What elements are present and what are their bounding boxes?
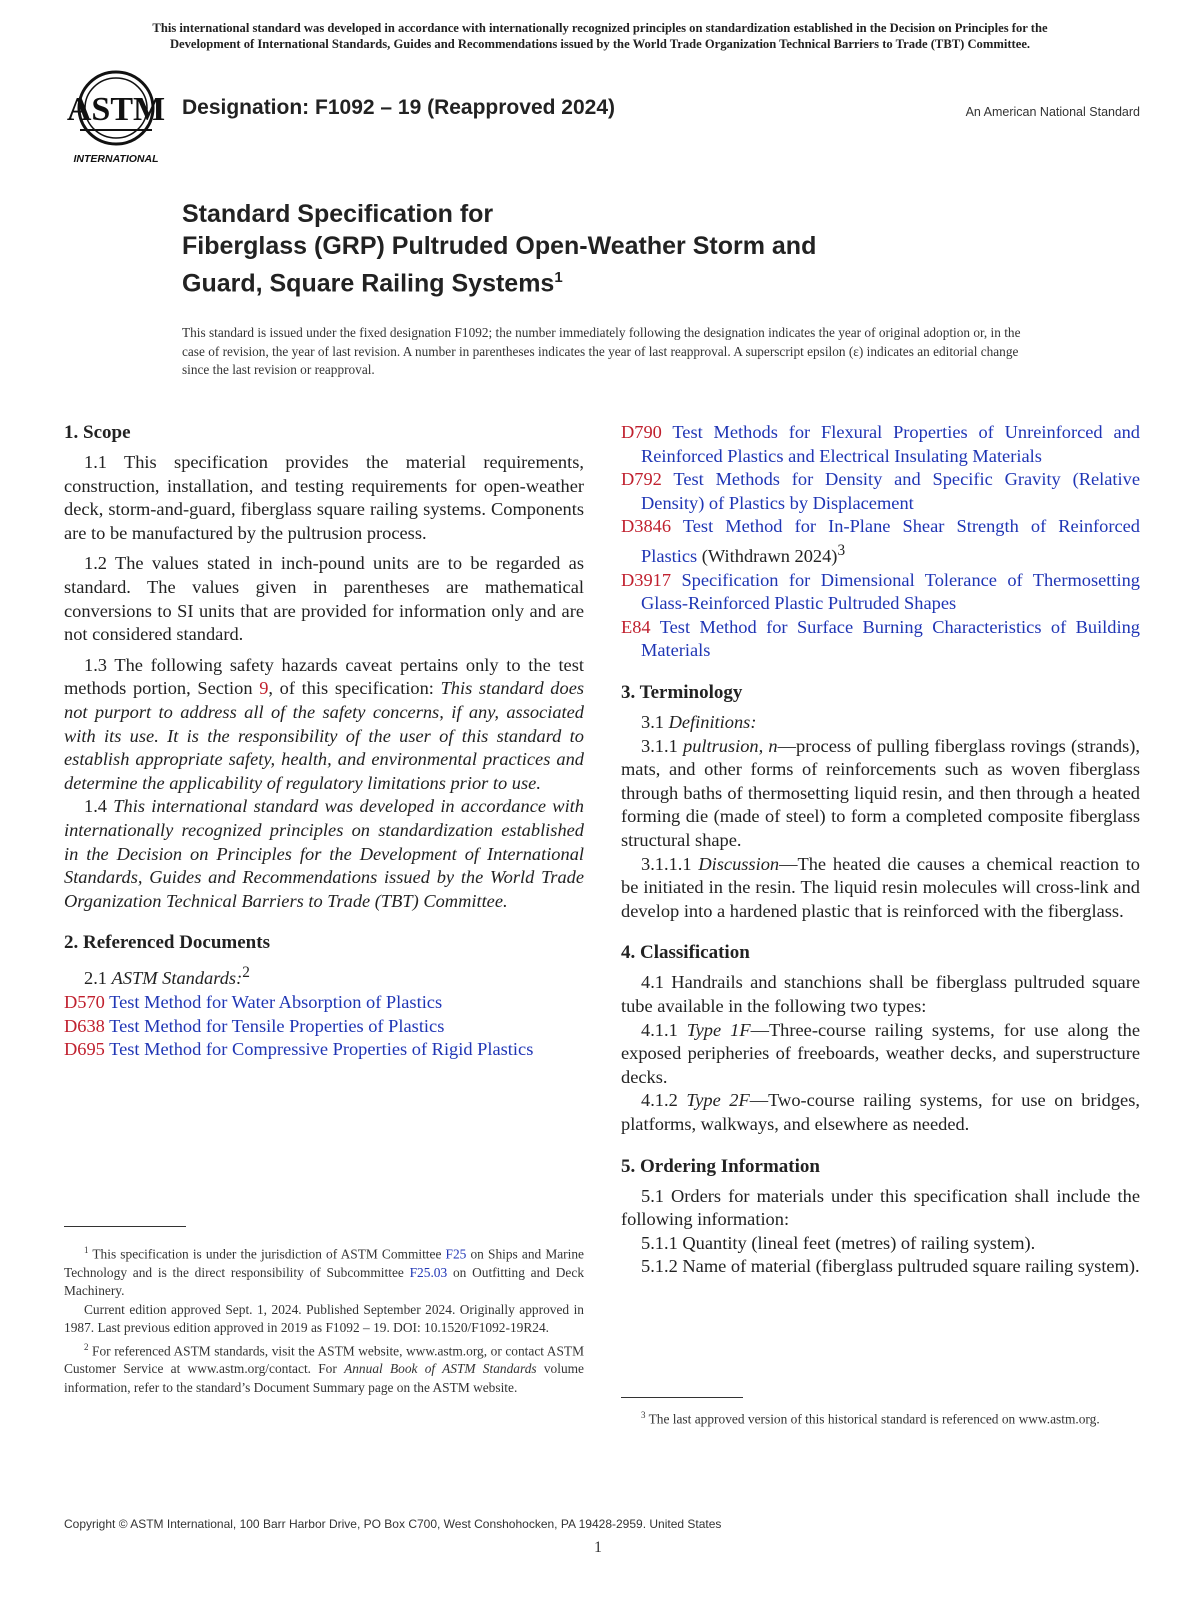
footnotes-left — [64, 1241, 584, 1397]
ref-title[interactable]: Test Methods for Density and Specific Gravity (Relative Density) of Plastics by Displacement — [641, 469, 1140, 513]
footnote-2 — [64, 1338, 584, 1398]
definitions-label — [621, 711, 1140, 735]
def-3-1-1-1-num: 3.1.1.1 — [641, 853, 699, 874]
def-pultrusion — [621, 735, 1140, 853]
committee-f25-link[interactable]: F25 — [445, 1246, 467, 1262]
ref-d638[interactable] — [64, 1015, 584, 1039]
ref-title[interactable]: Test Method for Compressive Properties of Rigid Plastics — [104, 1039, 534, 1060]
class-4-1-1-text: —Three-course railing systems, for use along the exposed peripheries of freeboards, weather decks, and superstructure decks. — [621, 1019, 1140, 1087]
ref-code[interactable]: D570 — [64, 992, 105, 1012]
def-3-1-1-1-term: Discussion — [698, 853, 780, 874]
class-4-1-2-text: —Two-course railing systems, for use on bridges, platforms, walkways, and elsewhere as needed. — [621, 1090, 1140, 1134]
designation: Designation: F1092 – 19 (Reapproved 2024) — [182, 96, 615, 119]
ordering-5-1-1: 5.1.1 Quantity (lineal feet (metres) of railing system). — [641, 1232, 1036, 1253]
document-title — [182, 198, 1002, 299]
astm-logo-international: INTERNATIONAL — [73, 153, 159, 165]
title-footnote-mark: 1 — [554, 269, 563, 286]
ref-title[interactable]: Test Method for In-Plane Shear Strength of Reinforced Plastics — [641, 516, 1140, 567]
def-3-1-1-num: 3.1.1 — [641, 735, 683, 756]
astm-logo — [64, 70, 168, 166]
footnote-2-text-b: volume information, refer to the standard’s Document Summary page on the ASTM website. — [64, 1361, 584, 1395]
def-num: 3.1 — [641, 712, 669, 733]
referenced-documents-heading: 2. Referenced Documents — [64, 932, 270, 954]
ref-d3917[interactable] — [621, 569, 1140, 616]
wto-statement: This international standard was developed in accordance with internationally recognized principles on standardization established in the Decision on Principles for the Development of International Standards, Guides and Recommendations issued by the World Trade Organization Technical Barriers to Trade (TBT) Committee. — [64, 796, 584, 911]
american-national-standard: An American National Standard — [965, 105, 1140, 119]
ref-d570[interactable] — [64, 991, 584, 1015]
scope-1-3-text: 1.3 The following safety hazards caveat pertains only to the test methods portion, Section — [64, 654, 584, 699]
ref-2-1-footnote-mark: 2 — [242, 964, 250, 982]
footnotes-right — [621, 1406, 1140, 1429]
ref-2-1-num: 2.1 — [84, 968, 112, 989]
footnote-divider-left — [64, 1226, 186, 1227]
ref-code[interactable]: D792 — [621, 469, 662, 490]
class-4-1-1-num: 4.1.1 — [641, 1019, 687, 1040]
scope-1-2: 1.2 The values stated in inch-pound units are to be regarded as standard. The values given in parentheses are mathematical conversions to SI units that are provided for information only and are not considered standard. — [64, 553, 584, 645]
ref-title[interactable]: Test Method for Water Absorption of Plastics — [104, 992, 443, 1012]
ref-code[interactable]: D695 — [64, 1039, 105, 1060]
copyright: Copyright © ASTM International, 100 Barr Harbor Drive, PO Box C700, West Conshohocken, PA 19428-2959. United States — [64, 1517, 722, 1531]
footnote-3-mark: 3 — [641, 1410, 646, 1420]
right-column — [621, 421, 1140, 1279]
footnote-3-text: The last approved version of this historical standard is referenced on www.astm.org. — [645, 1411, 1100, 1427]
footnote-1 — [64, 1241, 584, 1301]
classification-4-1-2 — [621, 1089, 1140, 1136]
ref-2-1-label: ASTM Standards: — [111, 968, 243, 989]
title-line3: Guard, Square Railing Systems — [182, 269, 555, 298]
scope-1-3 — [64, 654, 584, 796]
left-column — [64, 421, 584, 1062]
astm-logo-letters: ASTM — [66, 91, 166, 128]
ref-e84[interactable] — [621, 616, 1140, 663]
ordering-5-1: 5.1 Orders for materials under this specification shall include the following information: — [621, 1185, 1140, 1230]
footnote-1-edition: Current edition approved Sept. 1, 2024. Published September 2024. Originally approved in 1987. Last previous edition approved in 2019 as F1092 – 19. DOI: 10.1520/F1092-19R24. — [64, 1301, 584, 1336]
footnote-1-mark: 1 — [84, 1245, 89, 1255]
ref-withdrawn-note: (Withdrawn 2024) — [697, 546, 838, 567]
scope-1-1: 1.1 This specification provides the material requirements, construction, installation, and testing requirements for open-weather deck, storm-and-guard, fiberglass square railing systems. Components are to be manufactured by the pultrusion process. — [64, 452, 584, 543]
ref-d695[interactable] — [64, 1038, 584, 1062]
class-4-1-2-type: Type 2F — [686, 1090, 750, 1111]
terminology-heading: 3. Terminology — [621, 682, 743, 704]
def-3-1-1-text: —process of pulling fiberglass rovings (strands), mats, and other forms of reinforcements such as woven fiberglass through baths of thermosetting liquid resin, and then through a heated forming die (made of steel) to form a completed composite fiberglass structural shape. — [621, 735, 1140, 851]
scope-1-4 — [64, 795, 584, 913]
ref-code[interactable]: D638 — [64, 1015, 105, 1036]
intro-statement: This standard is issued under the fixed designation F1092; the number immediately following the designation indicates the year of original adoption or, in the case of revision, the year of last revision. A number in parentheses indicates the year of last reapproval. A superscript epsilon (ε) indicates an editorial change since the last revision or reapproval. — [182, 325, 1021, 377]
ref-title[interactable]: Test Method for Surface Burning Characteristics of Building Materials — [641, 616, 1140, 661]
footnote-1-text: This specification is under the jurisdiction of ASTM Committee — [88, 1246, 446, 1262]
safety-caveat: This standard does not purport to address all of the safety concerns, if any, associated with its use. It is the responsibility of the user of this standard to establish appropriate safety, health, and environmental practices and determine the applicability of regulatory limitations prior to use. — [64, 678, 585, 793]
scope-heading: 1. Scope — [64, 422, 131, 443]
ref-title[interactable]: Test Methods for Flexural Properties of Unreinforced and Reinforced Plastics and Electrical Insulating Materials — [641, 422, 1140, 466]
astm-standards-label — [64, 961, 584, 991]
footnote-2-mark: 2 — [84, 1341, 89, 1352]
class-4-1-2-num: 4.1.2 — [641, 1090, 687, 1111]
scope-1-4-num: 1.4 — [84, 796, 114, 817]
classification-heading: 4. Classification — [621, 942, 750, 964]
wto-notice — [60, 20, 1140, 52]
ref-code[interactable]: D3917 — [621, 569, 672, 590]
ref-title[interactable]: Specification for Dimensional Tolerance of Thermosetting Glass-Reinforced Plastic Pultruded Shapes — [641, 569, 1140, 614]
footnote-1-text-b: on Ships and Marine Technology and is the direct responsibility of Subcommittee — [64, 1246, 584, 1280]
ref-d790[interactable] — [621, 421, 1140, 468]
wto-notice-line1: This international standard was developed in accordance with internationally recognized principles on standardization established in the Decision on Principles for the — [152, 21, 1048, 35]
ref-code[interactable]: D790 — [621, 422, 662, 442]
footnote-2-italic: Annual Book of ASTM Standards — [344, 1361, 537, 1377]
classification-4-1: 4.1 Handrails and stanchions shall be fiberglass pultruded square tube available in the following two types: — [621, 972, 1140, 1016]
footnote-1-text-c: on Outfitting and Deck Machinery. — [64, 1264, 585, 1299]
ordering-heading: 5. Ordering Information — [621, 1155, 820, 1177]
def-3-1-1-term: pultrusion, n — [683, 735, 778, 756]
ref-code[interactable]: D3846 — [621, 516, 672, 537]
section-9-link[interactable]: 9 — [259, 678, 269, 699]
classification-4-1-1 — [621, 1019, 1140, 1090]
page-number: 1 — [594, 1539, 602, 1556]
ref-footnote-mark: 3 — [837, 541, 846, 559]
title-line2: Fiberglass (GRP) Pultruded Open-Weather Storm and — [182, 232, 817, 260]
footnote-divider-right — [621, 1397, 743, 1398]
def-label: Definitions: — [668, 712, 757, 733]
def-discussion — [621, 853, 1140, 924]
ordering-5-1-2: 5.1.2 Name of material (fiberglass pultruded square railing system). — [641, 1256, 1140, 1277]
footnote-3 — [621, 1406, 1140, 1429]
def-3-1-1-1-text: —The heated die causes a chemical reaction to be initiated in the resin. The liquid resin molecules will cross-link and develop into a hardened plastic that is reinforced with the fiberglass. — [621, 853, 1141, 921]
ref-d792[interactable] — [621, 468, 1140, 515]
wto-notice-line2: Development of International Standards, Guides and Recommendations issued by the World Trade Organization Technical Barriers to Trade (TBT) Committee. — [169, 37, 1031, 51]
ref-code[interactable]: E84 — [621, 616, 651, 637]
scope-1-3-text-b: , of this specification: — [268, 678, 441, 699]
subcommittee-f25-03-link[interactable]: F25.03 — [409, 1264, 448, 1280]
ref-d3846[interactable] — [621, 515, 1140, 568]
title-line1: Standard Specification for — [182, 200, 494, 228]
class-4-1-1-type: Type 1F — [686, 1019, 751, 1040]
ref-title[interactable]: Test Method for Tensile Properties of Plastics — [104, 1015, 445, 1036]
footnote-2-text: For referenced ASTM standards, visit the ASTM website, www.astm.org, or contact ASTM Customer Service at www.astm.org/contact. For — [64, 1342, 584, 1377]
